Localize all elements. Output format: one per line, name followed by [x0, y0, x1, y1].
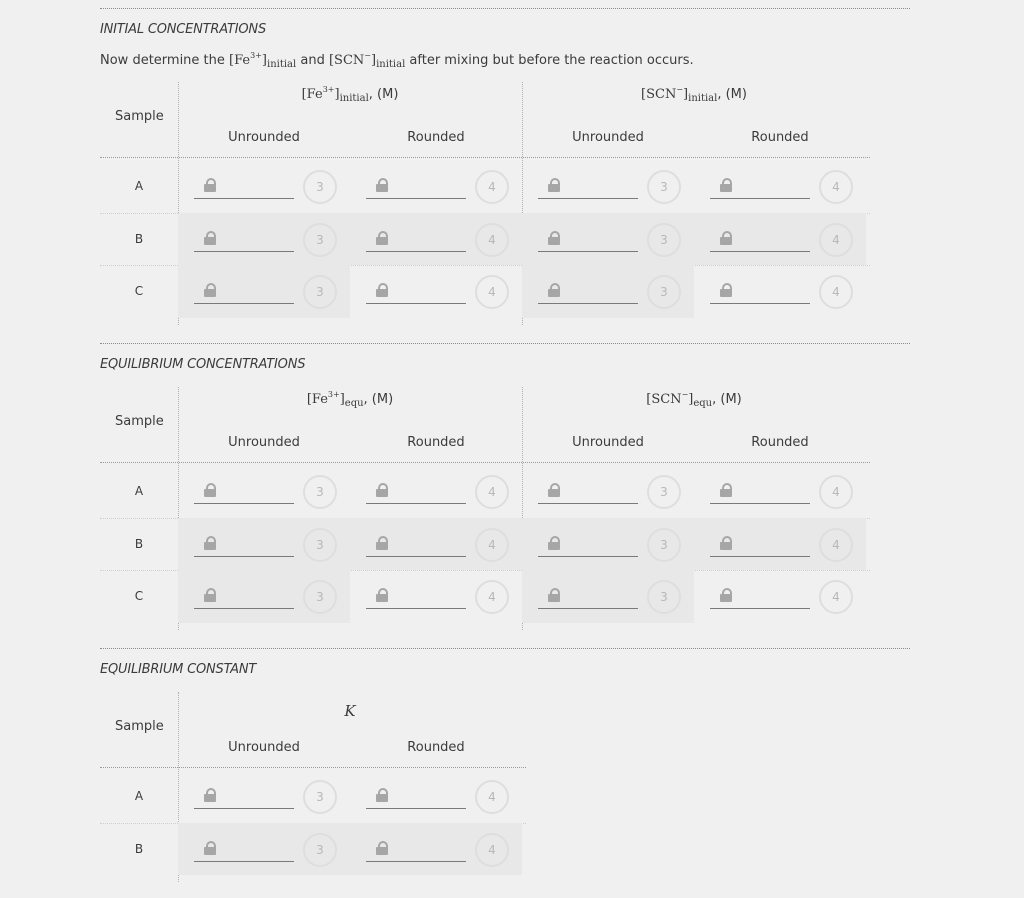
ion-charge: −: [364, 51, 371, 60]
answer-field-underline: [366, 608, 466, 609]
rounded-answer-cell[interactable]: [350, 570, 522, 622]
lock-icon: [376, 536, 388, 550]
sample-label: B: [134, 231, 144, 246]
lock-icon: [720, 231, 732, 245]
lock-body: [720, 542, 732, 550]
unrounded-column-header: Unrounded: [572, 435, 644, 450]
answer-field-underline: [538, 503, 638, 504]
unrounded-answer-cell[interactable]: [522, 160, 694, 212]
answer-field-underline: [710, 251, 810, 252]
answer-field-underline: [538, 608, 638, 609]
sig-fig-badge: 4: [475, 528, 509, 562]
sample-column-header: Sample: [115, 719, 164, 734]
lock-body: [376, 847, 388, 855]
sample-label: C: [134, 589, 144, 603]
answer-field-underline: [194, 503, 294, 504]
lock-icon: [204, 788, 216, 802]
sig-fig-badge: 4: [475, 833, 509, 867]
sample-label: A: [134, 179, 144, 193]
section-divider: [100, 343, 910, 344]
rounded-answer-cell[interactable]: [350, 770, 522, 822]
unrounded-answer-cell[interactable]: [178, 265, 350, 317]
lock-icon: [548, 536, 560, 550]
sig-fig-badge: 3: [303, 528, 337, 562]
lock-body: [204, 237, 216, 245]
answer-field-underline: [366, 303, 466, 304]
unrounded-answer-cell[interactable]: [522, 213, 694, 265]
answer-field-underline: [194, 861, 294, 862]
sig-fig-badge: 4: [819, 170, 853, 204]
sig-fig-badge: 3: [647, 223, 681, 257]
lock-icon: [720, 536, 732, 550]
answer-field-underline: [710, 503, 810, 504]
answer-field-underline: [710, 608, 810, 609]
lock-icon: [204, 841, 216, 855]
sig-fig-badge: 4: [475, 580, 509, 614]
lock-body: [548, 542, 560, 550]
sample-label: A: [134, 484, 144, 498]
lock-icon: [204, 536, 216, 550]
equilibrium-constant-symbol: K: [344, 702, 356, 720]
concentration-subscript: initial: [376, 59, 406, 70]
concentration-label: [329, 53, 405, 68]
unrounded-answer-cell[interactable]: [178, 213, 350, 265]
lock-icon: [376, 231, 388, 245]
rounded-column-header: Rounded: [407, 130, 465, 145]
species-name: Fe: [234, 53, 251, 68]
unrounded-answer-cell[interactable]: [178, 160, 350, 212]
lock-body: [548, 489, 560, 497]
lock-icon: [376, 178, 388, 192]
answer-field-underline: [538, 556, 638, 557]
lock-body: [204, 847, 216, 855]
lock-icon: [720, 283, 732, 297]
rounded-answer-cell[interactable]: [350, 823, 522, 875]
answer-field-underline: [710, 198, 810, 199]
unit-label: , (M): [712, 392, 742, 407]
rounded-answer-cell[interactable]: [694, 570, 866, 622]
ion-charge: 3+: [322, 85, 335, 94]
unrounded-answer-cell[interactable]: [178, 770, 350, 822]
lock-icon: [376, 788, 388, 802]
lock-icon: [204, 231, 216, 245]
lock-body: [376, 184, 388, 192]
lock-icon: [376, 483, 388, 497]
unrounded-answer-cell[interactable]: [522, 570, 694, 622]
sig-fig-badge: 4: [819, 223, 853, 257]
sample-label: A: [134, 789, 144, 803]
sig-fig-badge: 3: [647, 580, 681, 614]
unit-label: , (M): [368, 87, 399, 102]
rounded-answer-cell[interactable]: [694, 160, 866, 212]
lock-icon: [548, 231, 560, 245]
instructions-text: [100, 53, 694, 68]
section-title: INITIAL CONCENTRATIONS: [100, 22, 266, 37]
unrounded-answer-cell[interactable]: [178, 465, 350, 517]
section-divider: [100, 648, 910, 649]
bracket-open: [: [229, 53, 235, 68]
unrounded-column-header: Unrounded: [228, 130, 300, 145]
lock-body: [376, 594, 388, 602]
unit-label: , (M): [363, 392, 394, 407]
lock-icon: [376, 588, 388, 602]
section-title: EQUILIBRIUM CONSTANT: [100, 662, 257, 677]
group-header: [522, 392, 866, 407]
answer-field-underline: [194, 251, 294, 252]
lock-body: [548, 237, 560, 245]
ion-charge: 3+: [327, 390, 340, 399]
concentration-subscript: equ: [693, 398, 713, 409]
rounded-answer-cell[interactable]: [350, 160, 522, 212]
sig-fig-badge: 4: [475, 275, 509, 309]
ion-charge: −: [676, 85, 684, 94]
lock-icon: [204, 178, 216, 192]
lock-body: [720, 594, 732, 602]
sig-fig-badge: 4: [475, 780, 509, 814]
sample-label: B: [134, 841, 144, 856]
rounded-answer-cell[interactable]: [350, 265, 522, 317]
answer-field-underline: [538, 303, 638, 304]
rounded-answer-cell[interactable]: [694, 518, 866, 570]
bracket-close: ]: [683, 87, 689, 102]
unrounded-column-header: Unrounded: [572, 130, 644, 145]
concentration-label: [229, 53, 296, 68]
sample-label: C: [134, 284, 144, 298]
sig-fig-badge: 3: [303, 223, 337, 257]
lock-icon: [204, 588, 216, 602]
intro-pre: Now determine the: [100, 53, 225, 68]
sig-fig-badge: 3: [303, 170, 337, 204]
unrounded-column-header: Unrounded: [228, 435, 300, 450]
answer-field-underline: [710, 556, 810, 557]
lock-body: [720, 489, 732, 497]
unit-label: , (M): [717, 87, 747, 102]
lock-icon: [548, 483, 560, 497]
rounded-answer-cell[interactable]: [694, 265, 866, 317]
rounded-column-header: Rounded: [751, 435, 809, 450]
answer-field-underline: [366, 556, 466, 557]
lock-body: [548, 594, 560, 602]
bracket-open: [: [306, 392, 312, 407]
sig-fig-badge: 4: [475, 223, 509, 257]
ion-charge: −: [681, 390, 689, 399]
lock-body: [376, 542, 388, 550]
answer-field-underline: [194, 808, 294, 809]
sig-fig-badge: 4: [819, 580, 853, 614]
sig-fig-badge: 3: [303, 275, 337, 309]
header-divider: [100, 462, 870, 463]
bracket-open: [: [646, 392, 652, 407]
sig-fig-badge: 3: [647, 528, 681, 562]
lock-body: [376, 489, 388, 497]
lock-icon: [548, 178, 560, 192]
group-header: [178, 392, 522, 407]
sample-column-header: Sample: [115, 109, 164, 124]
lock-body: [204, 542, 216, 550]
rounded-column-header: Rounded: [407, 435, 465, 450]
answer-field-underline: [710, 303, 810, 304]
sig-fig-badge: 4: [819, 275, 853, 309]
concentration-subscript: equ: [344, 398, 364, 409]
unrounded-answer-cell[interactable]: [522, 518, 694, 570]
lock-icon: [720, 588, 732, 602]
lock-body: [720, 184, 732, 192]
answer-field-underline: [366, 251, 466, 252]
header-divider: [100, 157, 870, 158]
answer-field-underline: [366, 808, 466, 809]
bracket-close: ]: [370, 53, 377, 68]
lock-icon: [376, 841, 388, 855]
sig-fig-badge: 3: [647, 475, 681, 509]
lock-body: [548, 184, 560, 192]
lock-body: [376, 289, 388, 297]
sig-fig-badge: 4: [475, 475, 509, 509]
sig-fig-badge: 4: [819, 475, 853, 509]
header-divider: [100, 767, 526, 768]
lock-body: [204, 594, 216, 602]
answer-field-underline: [194, 608, 294, 609]
bracket-close: ]: [334, 87, 340, 102]
lock-icon: [376, 283, 388, 297]
unrounded-column-header: Unrounded: [228, 740, 300, 755]
lock-body: [376, 794, 388, 802]
concentration-subscript: initial: [267, 59, 297, 70]
section-title: EQUILIBRIUM CONCENTRATIONS: [100, 357, 306, 372]
rounded-answer-cell[interactable]: [350, 213, 522, 265]
concentration-label: [302, 87, 399, 102]
lock-body: [204, 794, 216, 802]
lock-body: [204, 289, 216, 297]
bracket-open: [: [641, 87, 647, 102]
lock-icon: [204, 483, 216, 497]
lock-icon: [548, 588, 560, 602]
lock-icon: [204, 283, 216, 297]
species-name: SCN: [334, 53, 365, 68]
lock-body: [720, 237, 732, 245]
rounded-answer-cell[interactable]: [350, 518, 522, 570]
answer-field-underline: [538, 198, 638, 199]
answer-field-underline: [366, 198, 466, 199]
lock-icon: [548, 283, 560, 297]
unrounded-answer-cell[interactable]: [178, 570, 350, 622]
answer-field-underline: [194, 303, 294, 304]
concentration-label: [641, 87, 747, 102]
bracket-close: ]: [339, 392, 345, 407]
concentration-label: [344, 702, 356, 720]
sig-fig-badge: 3: [647, 275, 681, 309]
concentration-label: [307, 392, 393, 407]
rounded-answer-cell[interactable]: [694, 213, 866, 265]
lock-icon: [720, 178, 732, 192]
unrounded-answer-cell[interactable]: [178, 518, 350, 570]
group-header: [522, 87, 866, 102]
group-header: [178, 702, 522, 720]
bracket-close: ]: [261, 53, 267, 68]
lock-body: [204, 489, 216, 497]
concentration-subscript: initial: [688, 93, 718, 104]
intro-mid: and: [300, 53, 325, 68]
answer-field-underline: [366, 861, 466, 862]
group-header: [178, 87, 522, 102]
rounded-column-header: Rounded: [407, 740, 465, 755]
sig-fig-badge: 4: [819, 528, 853, 562]
ion-charge: 3+: [250, 51, 262, 60]
answer-field-underline: [366, 503, 466, 504]
species-name: SCN: [646, 87, 677, 102]
sig-fig-badge: 4: [475, 170, 509, 204]
species-name: Fe: [311, 392, 328, 407]
lock-body: [548, 289, 560, 297]
lock-icon: [720, 483, 732, 497]
unrounded-answer-cell[interactable]: [178, 823, 350, 875]
answer-field-underline: [538, 251, 638, 252]
rounded-answer-cell[interactable]: [694, 465, 866, 517]
lock-body: [204, 184, 216, 192]
species-name: Fe: [306, 87, 323, 102]
concentration-subscript: initial: [339, 93, 369, 104]
bracket-close: ]: [688, 392, 694, 407]
unrounded-answer-cell[interactable]: [522, 265, 694, 317]
sig-fig-badge: 3: [303, 580, 337, 614]
unrounded-answer-cell[interactable]: [522, 465, 694, 517]
sig-fig-badge: 3: [303, 833, 337, 867]
sample-label: B: [134, 536, 144, 551]
bracket-open: [: [328, 53, 335, 68]
intro-post: after mixing but before the reaction occurs.: [409, 53, 694, 68]
bracket-open: [: [301, 87, 307, 102]
sig-fig-badge: 3: [303, 780, 337, 814]
lock-body: [376, 237, 388, 245]
concentration-label: [646, 392, 741, 407]
sig-fig-badge: 3: [647, 170, 681, 204]
section-divider: [100, 8, 910, 9]
rounded-answer-cell[interactable]: [350, 465, 522, 517]
answer-field-underline: [194, 198, 294, 199]
species-name: SCN: [651, 392, 682, 407]
sig-fig-badge: 3: [303, 475, 337, 509]
lock-body: [720, 289, 732, 297]
rounded-column-header: Rounded: [751, 130, 809, 145]
sample-column-header: Sample: [115, 414, 164, 429]
answer-field-underline: [194, 556, 294, 557]
